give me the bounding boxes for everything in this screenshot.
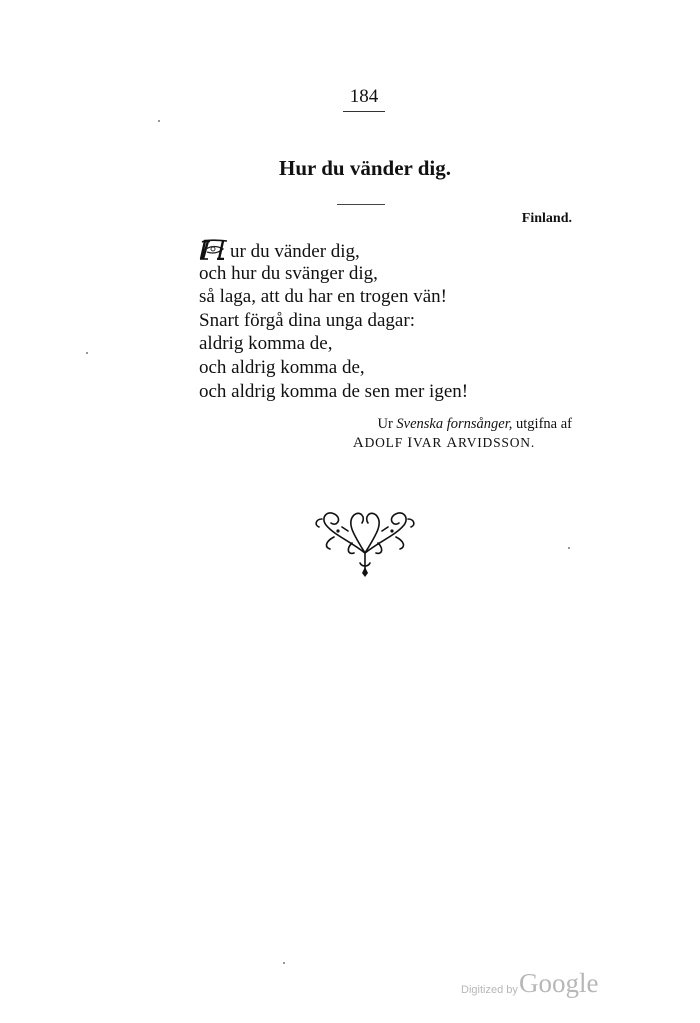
source-prefix: Ur — [377, 416, 393, 432]
page-number: 184 — [349, 86, 379, 107]
first-line-rest: ur du vänder dig, — [230, 241, 360, 262]
digitized-by-label: Digitized by — [461, 984, 518, 996]
poem — [199, 238, 579, 403]
speck — [283, 962, 285, 964]
origin-label: Finland. — [521, 211, 572, 226]
google-watermark — [461, 966, 611, 1006]
ornament-icon — [312, 505, 418, 579]
page-number-rule — [343, 111, 385, 112]
poem-line-2: och hur du svänger dig, — [199, 262, 378, 284]
source-suffix: utgifna af — [516, 416, 572, 432]
poem-line-4: Snart förgå dina unga dagar: — [199, 309, 415, 331]
speck — [158, 120, 160, 122]
poem-line-3: så laga, att du har en trogen vän! — [199, 286, 447, 308]
poem-line-5: aldrig komma de, — [199, 333, 333, 355]
google-logo: Google — [519, 968, 599, 998]
poem-line-7: och aldrig komma de sen mer igen! — [199, 380, 469, 402]
poem-line-1 — [199, 238, 579, 262]
poem-line-6: och aldrig komma de, — [199, 356, 365, 378]
source-work: Svenska fornsånger, — [396, 416, 513, 432]
speck — [568, 547, 570, 549]
speck — [86, 352, 88, 354]
source-citation — [300, 414, 572, 434]
title-rule — [337, 204, 385, 205]
decorated-initial-h-icon — [199, 238, 229, 260]
poem-title: Hur du vänder dig. — [279, 156, 451, 180]
source-author: ADOLF IVAR ARVIDSSON. — [352, 435, 535, 451]
